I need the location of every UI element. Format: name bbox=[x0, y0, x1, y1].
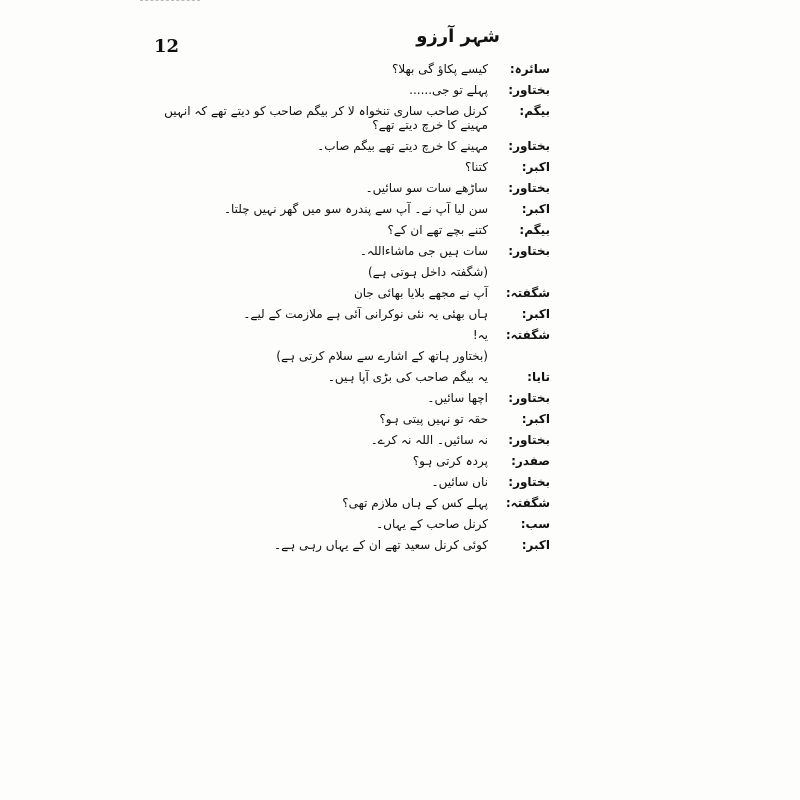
dialogue-line bbox=[150, 83, 550, 97]
speaker-name: صفدر: bbox=[511, 454, 550, 468]
dialogue-line bbox=[150, 496, 550, 510]
dialogue-line bbox=[150, 517, 550, 531]
speaker-name: بختاور: bbox=[508, 391, 550, 405]
speaker-name: شگفتہ: bbox=[505, 286, 550, 300]
speech-text: اچھا سائیں۔ bbox=[427, 391, 488, 405]
speech-text: یہ! bbox=[472, 328, 488, 342]
dialogue-line bbox=[150, 433, 550, 447]
dialogue-line bbox=[150, 391, 550, 405]
speech-text: کرنل صاحب کے یہاں۔ bbox=[376, 517, 488, 531]
dialogue-line bbox=[150, 286, 550, 300]
speaker-name: شگفتہ: bbox=[505, 496, 550, 510]
dialogue-line bbox=[150, 139, 550, 153]
speech-text: یہ بیگم صاحب کی بڑی آپا ہیں۔ bbox=[327, 370, 488, 384]
speech-text: آپ نے مجھے بلایا بھائی جان bbox=[353, 286, 488, 300]
speech-text: کتنا؟ bbox=[465, 160, 488, 174]
stage-direction: (شگفتہ داخل ہوتی ہے) bbox=[367, 265, 488, 279]
speaker-name: بیگم: bbox=[519, 223, 550, 237]
speaker-name: بختاور: bbox=[508, 181, 550, 195]
dialogue-line bbox=[150, 181, 550, 195]
dialogue-line bbox=[150, 307, 550, 321]
speech-text: سن لیا آپ نے۔ آپ سے پندرہ سو میں گھر نہیں چلتا۔ bbox=[223, 202, 488, 216]
speech-text: کیسے پکاؤ گی بھلا؟ bbox=[391, 62, 488, 76]
speech-text: پہلے کس کے ہاں ملازم تھی؟ bbox=[342, 496, 488, 510]
speaker-name: اکبر: bbox=[521, 538, 550, 552]
dialogue-line bbox=[150, 62, 550, 76]
speaker-name: بختاور: bbox=[508, 139, 550, 153]
speech-text: پردہ کرتی ہو؟ bbox=[412, 454, 488, 468]
dialogue-line bbox=[150, 160, 550, 174]
speaker-name: بختاور: bbox=[508, 433, 550, 447]
running-header-title: شہر آرزو bbox=[416, 26, 500, 47]
page-number: 12 bbox=[154, 36, 180, 57]
speaker-name: بختاور: bbox=[508, 83, 550, 97]
speaker-name: بختاور: bbox=[508, 475, 550, 489]
dialogue-line bbox=[150, 244, 550, 258]
dialogue-line bbox=[150, 223, 550, 237]
speaker-name: اکبر: bbox=[521, 307, 550, 321]
speech-text: حقہ تو نہیں پیتی ہو؟ bbox=[379, 412, 488, 426]
speech-text: ناں سائیں۔ bbox=[431, 475, 488, 489]
speech-text: کرنل صاحب ساری تنخواہ لا کر بیگم صاحب کو دیتے تھے کہ انہیں مہینے کا خرچ دیتے تھے؟ bbox=[164, 104, 488, 132]
dialogue-line bbox=[150, 475, 550, 489]
speaker-name: سائرہ: bbox=[509, 62, 550, 76]
speaker-name: شگفتہ: bbox=[505, 328, 550, 342]
dialogue-body bbox=[150, 62, 550, 559]
dialogue-line bbox=[150, 412, 550, 426]
page-edge-mark bbox=[140, 0, 200, 3]
speaker-name: اکبر: bbox=[521, 160, 550, 174]
speaker-name: اکبر: bbox=[521, 412, 550, 426]
dialogue-line bbox=[150, 328, 550, 342]
speaker-name: تایا: bbox=[527, 370, 550, 384]
speech-text: کتنے بچے تھے ان کے؟ bbox=[387, 223, 488, 237]
dialogue-line bbox=[150, 454, 550, 468]
speech-text: مہینے کا خرچ دیتے تھے بیگم صاب۔ bbox=[317, 139, 488, 153]
dialogue-line bbox=[150, 538, 550, 552]
speech-text: ہاں بھئی یہ نئی نوکرانی آئی ہے ملازمت کے لیے۔ bbox=[243, 307, 488, 321]
speech-text: کوئی کرنل سعید تھے ان کے یہاں رہی ہے۔ bbox=[274, 538, 488, 552]
dialogue-line bbox=[150, 104, 550, 132]
speaker-name: سب: bbox=[520, 517, 550, 531]
speaker-name: بیگم: bbox=[519, 104, 550, 118]
stage-direction: (بختاور ہاتھ کے اشارے سے سلام کرتی ہے) bbox=[276, 349, 488, 363]
speech-text: پہلے تو جی...... bbox=[409, 83, 488, 97]
dialogue-line bbox=[150, 202, 550, 216]
speech-text: ساڑھے سات سو سائیں۔ bbox=[365, 181, 488, 195]
speech-text: سات ہیں جی ماشاءاللہ۔ bbox=[359, 244, 488, 258]
speaker-name: اکبر: bbox=[521, 202, 550, 216]
speech-text: نہ سائیں۔ اللہ نہ کرے۔ bbox=[370, 433, 488, 447]
dialogue-line bbox=[150, 370, 550, 384]
speaker-name: بختاور: bbox=[508, 244, 550, 258]
